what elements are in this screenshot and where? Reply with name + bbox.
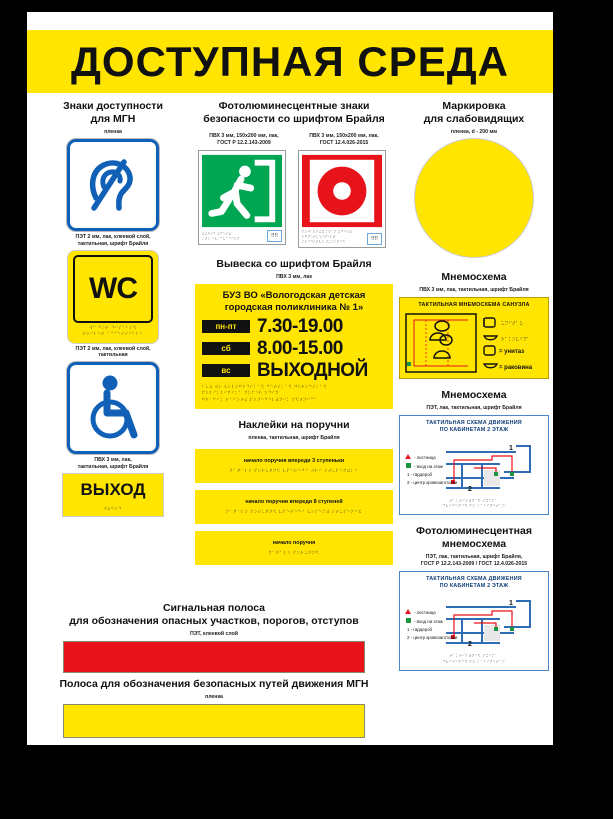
svg-text:2: 2 [468,641,472,649]
braille-badge-icon: ⠿⠿ [367,233,382,245]
caption-pet-tactile: ПЭТ 2 мм, лак, клеевой слой, тактильная [75,345,151,359]
handrail-text: начало поручня [272,540,316,547]
handrail-sticker [195,531,393,565]
wc-sign-frame [73,255,153,323]
wc-braille: ⠺⠉ ⠋⠕⠗ ⠙⠊⠎⠁⠃⠇⠫ ⠞⠕⠊⠇⠑⠞ ⠁⠉⠉⠑⠎⠎⠊⠃⠇⠑ [82,324,144,337]
fire-circle-icon [302,154,382,228]
toilet-mnemonic-plate [399,297,549,379]
svg-text:⠗⠁⠅⠕⠧⠊⠝⠁: ⠗⠁⠅⠕⠧⠊⠝⠁ [501,337,531,344]
svg-text:1 - гардероб: 1 - гардероб [407,627,433,633]
section-title-photoluminescent: Фотолюминесцентные знаки безопасности со шрифтом Брайля [203,100,385,126]
left-column [35,100,191,516]
clinic-name: БУЗ ВО «Вологодская детская городская поликлиника № 1» [222,289,366,313]
caption-exit-sign-spec: ПВХ 3 мм, 150х200 мм, лак, ГОСТ Р 12.2.143-2009 [209,133,279,146]
svg-text:= раковина: = раковина [499,365,533,372]
schedule-row [202,361,386,380]
svg-text:2: 2 [468,485,472,493]
braille-badge-icon: ⠿⠿ [267,230,282,242]
section-title-handrail-stickers: Наклейки на поручни [238,418,350,431]
toilet-plate-title: ТАКТИЛЬНАЯ МНЕМОСХЕМА САНУЗЛА [418,301,530,308]
exit-label: ВЫХОД [80,479,146,499]
section-title-mnemo-toilet: Мнемосхема [441,271,507,283]
floor-plate-braille: ⠞⠁⠅⠞⠊⠇⠾⠝⠁⠫ ⠎⠭⠑⠍⠁ ⠙⠧⠊⠚⠑⠝⠊⠫ ⠏⠕ ⠅⠁⠃⠊⠝⠑⠞⠁⠍ [442,498,506,509]
schedule-time: 8.00-15.00 [257,337,343,359]
svg-text:2 - центр кровезаготовки: 2 - центр кровезаготовки [407,479,458,485]
svg-text:⠥⠝⠊⠞⠁⠵: ⠥⠝⠊⠞⠁⠵ [501,321,523,328]
handrail-text: начало поручня впереди 8 ступеней [245,499,343,506]
caption-mnemo-toilet-spec: ПВХ 3 мм, лак, тактильная, шрифт Брайля [419,287,529,294]
section-title-marking: Маркировка для слабовидящих [423,100,525,126]
floor-plan-diagram [404,438,542,496]
svg-text:2 - центр кровезаготовки: 2 - центр кровезаготовки [407,635,458,641]
handrail-braille: ⠝⠁⠟⠁⠇⠕ ⠏⠕⠗⠥⠟⠝⠫ ⠧⠏⠑⠗⠑⠙⠊ ⠞⠗⠊ ⠎⠞⠥⠏⠑⠝⠾⠅⠊ [229,468,359,474]
exit-sign [63,474,163,516]
schedule-day: сб [202,342,250,355]
schedule-row [202,339,386,358]
section-title-mnemo-photolum: Фотолюминесцентная мнемосхема [416,525,532,551]
schedule-time: 7.30-19.00 [257,315,343,337]
wc-sign [68,251,158,343]
toilet-plan-diagram [404,312,542,374]
caption-handrail-spec: пленка, тактильная, шрифт Брайля [248,434,340,441]
floor-plate-title: ТАКТИЛЬНАЯ СХЕМА ДВИЖЕНИЯ ПО КАБИНЕТАМ 2 ЭТАЖ [426,420,522,434]
handrail-braille: ⠝⠁⠟⠁⠇⠕ ⠏⠕⠗⠥⠟⠝⠫ ⠧⠏⠑⠗⠑⠙⠊ ⠧⠕⠎⠑⠍⠾ ⠎⠞⠥⠏⠑⠝⠑⠯ [225,509,363,515]
schedule-time: ВЫХОДНОЙ [257,359,368,381]
caption-fire-sign-spec: ПВХ 3 мм, 150х200 мм, лак, ГОСТ 12.4.026-2015 [309,133,379,146]
signal-stripe-section [35,602,393,673]
wheelchair-icon [67,362,159,454]
poster-page [27,12,553,745]
svg-text:- вход на этаж: - вход на этаж [414,463,443,469]
caption-mnemo-photolum-spec: ПЭТ, лак, тактильная, шрифт Брайля, ГОСТ Р 12.2.143-2009 / ГОСТ 12.4.026-2015 [420,554,528,568]
photolum-floor-plan-diagram [404,593,542,651]
caption-marking-spec: пленка, d - 200 мм [450,129,498,136]
running-man-icon [202,154,282,228]
right-column [399,100,549,671]
svg-text:- вход на этаж: - вход на этаж [414,619,443,625]
photolum-plate-braille: ⠞⠁⠅⠞⠊⠇⠾⠝⠁⠫ ⠎⠭⠑⠍⠁ ⠙⠧⠊⠚⠑⠝⠊⠫ ⠏⠕ ⠅⠁⠃⠊⠝⠑⠞⠁⠍ [442,654,506,665]
wc-label: WC [89,271,137,305]
photolum-plate-title: ТАКТИЛЬНАЯ СХЕМА ДВИЖЕНИЯ ПО КАБИНЕТАМ 2 ЭТАЖ [426,575,522,590]
visually-impaired-marker [415,139,533,257]
svg-text:1: 1 [509,444,513,452]
caption-signal-stripe-spec: ПЭТ, клеевой слой [190,631,238,638]
hearing-impaired-icon [67,139,159,231]
svg-text:= унитаз: = унитаз [499,349,525,356]
signal-stripe-sample [63,641,365,673]
section-title-accessibility-signs: Знаки доступности для МГН [63,100,163,126]
exit-sign-braille: ⠺⠮⠓⠕⠙ ⠵⠙⠑⠎⠾ ⠌⠞⠕ ⠑⠧⠁⠉⠥⠁⠉⠊⠕⠝ [202,231,240,241]
handrail-text: начало поручня впереди 3 ступеньки [243,458,345,465]
caption-mnemo-floor-spec: ПЭТ, лак, тактильная, шрифт Брайля [426,405,522,412]
handrail-braille: ⠝⠁⠟⠁⠇⠕ ⠏⠕⠗⠥⠟⠝⠫ [268,550,320,556]
signboard-braille: ⠃⠥⠵ ⠺⠕ ⠧⠕⠇⠕⠛⠕⠙⠎⠅⠁⠫ ⠙⠑⠞⠎⠅⠁⠫ ⠛⠕⠗⠕⠙⠎⠅⠁⠫ ⠏⠕⠇⠊⠅⠇⠊⠝⠊⠅⠁ ⠝⠕⠍⠑⠗ ⠕⠙⠊⠝ ⠛⠗⠁⠋⠊⠅ ⠗⠁⠃⠕⠞⠮ ⠏⠕⠝⠑⠙⠑⠇⠾⠝⠊⠅ ⠏⠫⠞⠝⠊⠉⠁ [202,383,328,403]
handrail-sticker [195,490,393,524]
section-title-signboard: Вывеска со шрифтом Брайля [216,258,372,271]
floor-mnemonic-plate [399,415,549,515]
safe-path-stripe-sample [63,704,365,738]
caption-pet-tactile-braille: ПЭТ 2 мм, лак, клеевой слой, тактильная, шрифт Брайля [75,234,151,247]
safe-path-stripe-section [35,678,393,738]
page-title: ДОСТУПНАЯ СРЕДА [71,37,509,85]
caption-film: пленка [104,129,122,136]
section-title-mnemo-floor: Мнемосхема [441,389,507,402]
fire-sign-braille: ⠏⠕⠚⠁⠗⠝⠮⠯ ⠅⠗⠁⠝ ⠵⠙⠑⠎⠾ ⠕⠛⠝⠑⠞⠥⠱⠊⠞⠑⠇⠾ ⠎⠗⠑⠙⠎⠞⠧⠕ ⠞⠥⠱⠑⠝⠊⠫ [302,229,353,244]
schedule-day: пн-пт [202,320,250,333]
schedule-day: вс [202,364,250,377]
caption-pvh-tactile-braille: ПВХ 3 мм, лак, тактильная, шрифт Брайля [77,457,149,470]
caption-signboard-spec: ПВХ 3 мм, лак [276,274,312,281]
svg-text:1 - гардероб: 1 - гардероб [407,471,433,477]
svg-text:1: 1 [509,600,513,608]
caption-safe-path-spec: пленка [205,694,223,701]
emergency-exit-sign [198,150,286,245]
handrail-sticker [195,449,393,483]
fire-equipment-sign [298,150,386,248]
poster-header [27,30,553,93]
section-title-safe-path: Полоса для обозначения безопасных путей движения МГН [59,678,369,690]
section-title-signal-stripe: Сигнальная полоса для обозначения опасных участков, порогов, отступов [69,602,359,628]
schedule-row [202,317,386,336]
svg-text:- лестница: - лестница [414,454,436,460]
photolum-mnemonic-plate [399,571,549,671]
svg-text:- лестница: - лестница [414,610,436,616]
clinic-signboard [195,284,393,409]
exit-braille: ⠺⠮⠓⠕⠙ [103,506,123,512]
middle-column [195,100,393,565]
